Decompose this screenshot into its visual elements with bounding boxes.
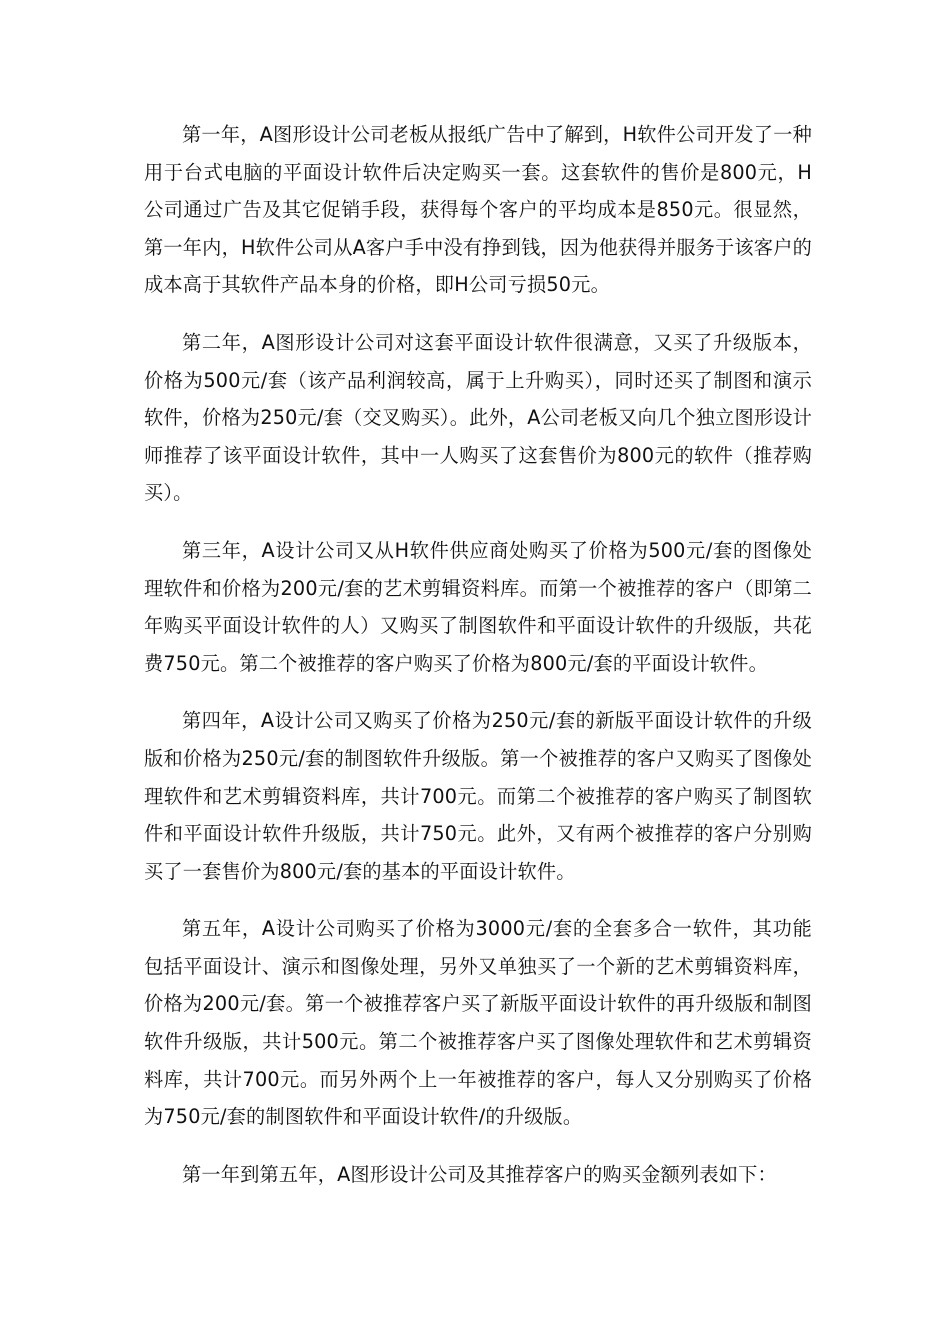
paragraph-year-1: 第一年，A图形设计公司老板从报纸广告中了解到，H软件公司开发了一种用于台式电脑的平面设计软件后决定购买一套。这套软件的售价是800元，H公司通过广告及其它促销手段，获得每个客户的平均成本是850元。很显然，第一年内，H软件公司从A客户手中没有挣到钱，因为他获得并服务于该客户的成本高于其软件产品本身的价格，即H公司亏损50元。	[144, 123, 812, 297]
paragraph-year-3: 第三年，A设计公司又从H软件供应商处购买了价格为500元/套的图像处理软件和价格为200元/套的艺术剪辑资料库。而第一个被推荐的客户（即第二年购买平面设计软件的人）又购买了制图软件和平面设计软件的升级版，共花费750元。第二个被推荐的客户购买了价格为800元/套的平面设计软件。	[144, 538, 812, 675]
paragraph-summary-intro: 第一年到第五年，A图形设计公司及其推荐客户的购买金额列表如下：	[182, 1162, 777, 1186]
paragraph-year-5: 第五年，A设计公司购买了价格为3000元/套的全套多合一软件，其功能包括平面设计、演示和图像处理，另外又单独买了一个新的艺术剪辑资料库，价格为200元/套。第一个被推荐客户买了新版平面设计软件的再升级版和制图软件升级版，共计500元。第二个被推荐客户买了图像处理软件和艺术剪辑资料库，共计700元。而另外两个上一年被推荐的客户，每人又分别购买了价格为750元/套的制图软件和平面设计软件/的升级版。	[144, 917, 812, 1129]
document-body	[144, 116, 812, 1193]
paragraph-year-2: 第二年，A图形设计公司对这套平面设计软件很满意，又买了升级版本，价格为500元/套（该产品利润较高，属于上升购买），同时还买了制图和演示软件，价格为250元/套（交叉购买）。此外，A公司老板又向几个独立图形设计师推荐了该平面设计软件，其中一人购买了这套售价为800元的软件（推荐购买）。	[144, 330, 813, 505]
paragraph-year-4: 第四年，A设计公司又购买了价格为250元/套的新版平面设计软件的升级版和价格为250元/套的制图软件升级版。第一个被推荐的客户又购买了图像处理软件和艺术剪辑资料库，共计700元。而第二个被推荐的客户购买了制图软件和平面设计软件升级版，共计750元。此外，又有两个被推荐的客户分别购买了一套售价为800元/套的基本的平面设计软件。	[144, 709, 812, 883]
